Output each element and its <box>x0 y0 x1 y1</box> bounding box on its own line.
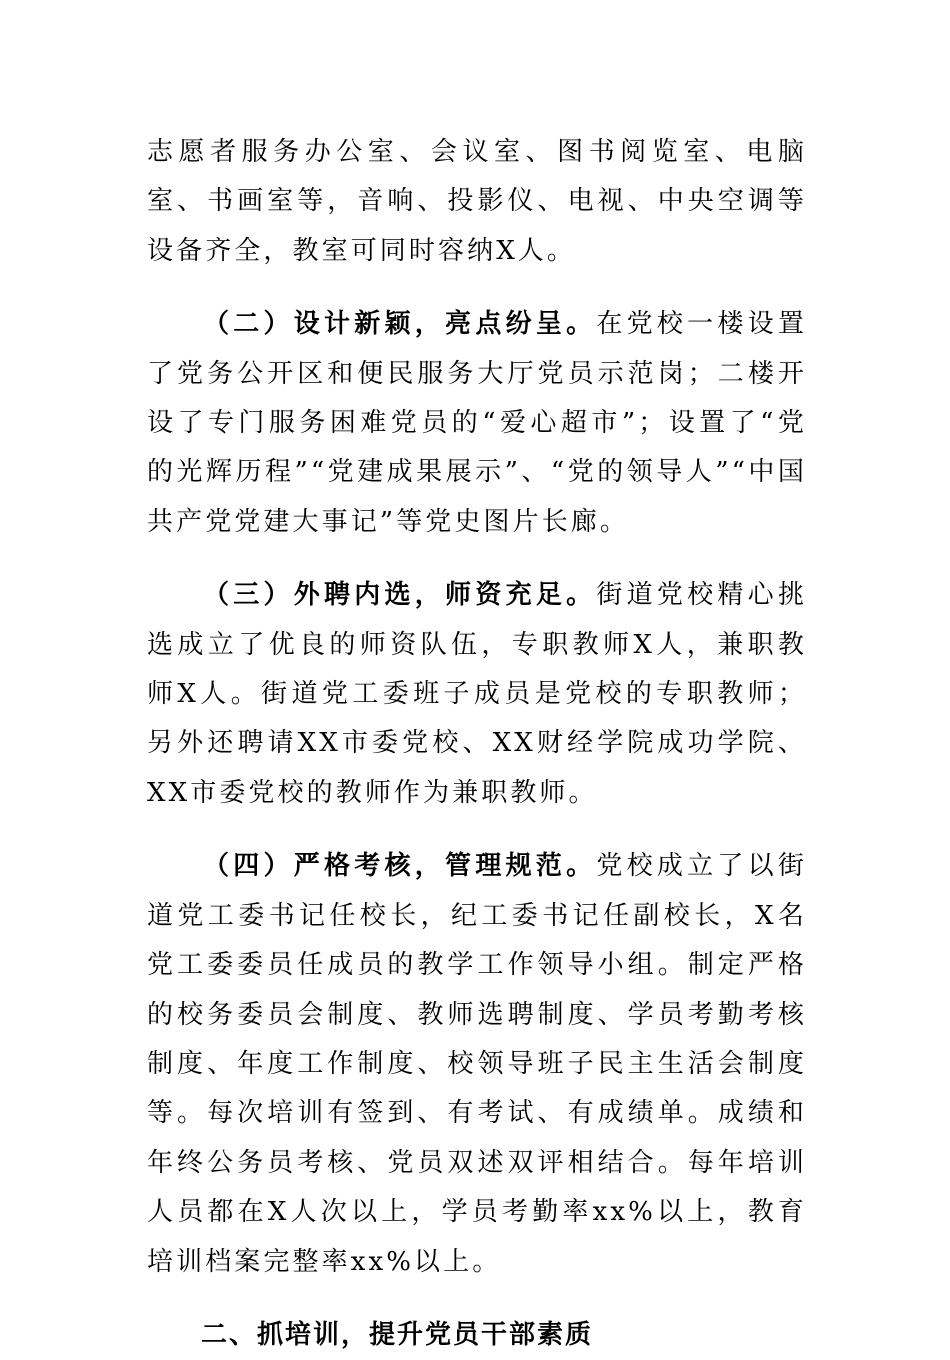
section-heading: 二、抓培训，提升党员干部素质 <box>201 1319 594 1350</box>
paragraph-management <box>147 842 807 1287</box>
paragraph-text: 在党校一楼设置了党务公开区和便民服务大厅党员示范岗；二楼开设了专门服务困难党员的“爱心超市”；设置了“党的光辉历程”“党建成果展示”、“党的领导人”“中国共产党党建大事记”等党史图片长廊。 <box>147 309 807 537</box>
paragraph-text: 街道党校精心挑选成立了优良的师资队伍，专职教师X人，兼职教师X人。街道党工委班子成员是党校的专职教师；另外还聘请XX市委党校、XX财经学院成功学院、XX市委党校的教师作为兼职教师。 <box>147 580 807 808</box>
document-body <box>147 128 807 1360</box>
paragraph-lead: （二）设计新颖，亮点纷呈。 <box>203 309 597 340</box>
paragraph-facilities <box>147 128 807 276</box>
paragraph-text: 党校成立了以街道党工委书记任校长，纪工委书记任副校长，X名党工委委员任成员的教学工作领导小组。制定严格的校务委员会制度、教师选聘制度、学员考勤考核制度、年度工作制度、校领导班子民主生活会制度等。每次培训有签到、有考试、有成绩单。成绩和年终公务员考核、党员双述双评相结合。每年培训人员都在X人次以上，学员考勤率xx%以上，教育培训档案完整率xx%以上。 <box>147 851 807 1277</box>
paragraph-text: 志愿者服务办公室、会议室、图书阅览室、电脑室、书画室等，音响、投影仪、电视、中央空调等设备齐全，教室可同时容纳X人。 <box>147 137 807 266</box>
paragraph-lead: （四）严格考核，管理规范。 <box>203 851 597 882</box>
paragraph-design <box>147 300 807 547</box>
paragraph-lead: （三）外聘内选，师资充足。 <box>203 580 597 611</box>
paragraph-teachers <box>147 571 807 818</box>
